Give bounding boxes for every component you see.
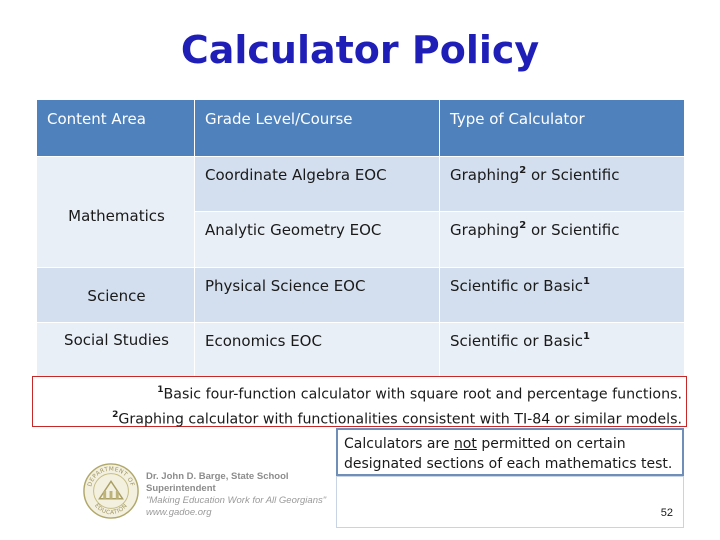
calculator-type: Graphing: [450, 221, 520, 239]
department-logo-text: [146, 471, 356, 519]
table-header-row: [37, 100, 685, 157]
calculator-type-tail: or Scientific: [526, 166, 620, 184]
notice-emphasis: not: [453, 436, 477, 452]
calculator-cell: [440, 323, 685, 378]
page-number-box: [336, 476, 684, 528]
header-content-area: Content Area: [37, 100, 195, 157]
table-row: [37, 268, 685, 323]
footnote-1: [33, 381, 682, 406]
department-seal-icon: [82, 462, 140, 520]
header-grade-level: Grade Level/Course: [195, 100, 440, 157]
area-social-studies: Social Studies: [37, 323, 195, 378]
table-row: [37, 323, 685, 378]
calculator-policy-table-wrap: [36, 99, 684, 378]
footnote-2-mark: 2: [112, 409, 119, 420]
header-calculator-type: Type of Calculator: [440, 100, 685, 157]
course-cell: Economics EOC: [195, 323, 440, 378]
footnote-1-mark: 1: [157, 385, 164, 395]
superintendent-name: Dr. John D. Barge, State School Superintendent: [146, 471, 289, 494]
calculator-cell: [440, 157, 685, 212]
course-cell: Coordinate Algebra EOC: [195, 157, 440, 212]
calculator-cell: [440, 268, 685, 323]
footnotes-box: [32, 376, 687, 427]
footnote-2-text: Graphing calculator with functionalities consistent with TI-84 or similar models.: [118, 411, 682, 428]
seal-top-text: DEPARTMENT OF: [87, 466, 135, 488]
notice-text-end: permitted on certain designated sections of each mathematics test.: [344, 436, 673, 472]
footnote-1-text: Basic four-function calculator with square root and percentage functions.: [163, 386, 682, 403]
area-science: Science: [37, 268, 195, 323]
footnote-mark: 2: [519, 165, 527, 176]
footnote-mark: 2: [519, 220, 527, 231]
seal-bottom-text: EDUCATION: [93, 502, 129, 517]
calculator-notice: [336, 428, 684, 476]
page-title: Calculator Policy: [180, 28, 540, 72]
department-website: www.gadoe.org: [146, 507, 212, 518]
department-slogan: "Making Education Work for All Georgians": [146, 495, 327, 506]
course-cell: Analytic Geometry EOC: [195, 212, 440, 268]
footnote-mark: 1: [583, 331, 590, 342]
table-row: [37, 157, 685, 212]
calculator-type: Scientific or Basic: [450, 277, 584, 295]
page-number: 52: [660, 507, 673, 519]
course-cell: Physical Science EOC: [195, 268, 440, 323]
area-mathematics: Mathematics: [37, 157, 195, 268]
calculator-type: Graphing: [450, 166, 520, 184]
calculator-type: Scientific or Basic: [450, 332, 584, 350]
footnote-mark: 1: [583, 276, 590, 287]
calculator-type-tail: or Scientific: [526, 221, 620, 239]
calculator-cell: [440, 212, 685, 268]
footnote-2: [33, 406, 682, 431]
notice-text-start: Calculators are: [344, 436, 454, 452]
calculator-policy-table: [36, 99, 685, 378]
